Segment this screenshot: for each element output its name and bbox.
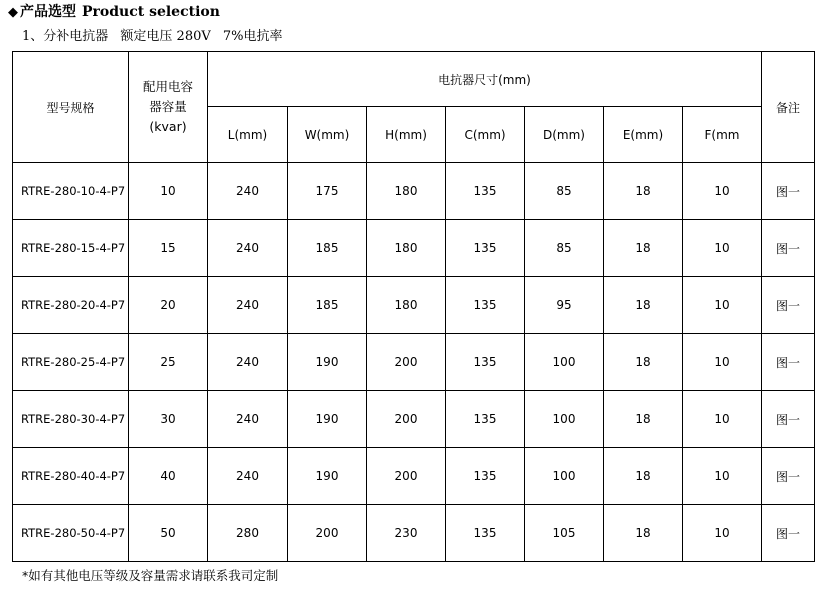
- table-row: [13, 220, 815, 277]
- table-row: [13, 277, 815, 334]
- table-body: [13, 163, 815, 562]
- cell-remark: 图一: [762, 334, 815, 391]
- cell-l: 280: [208, 505, 288, 562]
- header-dim-e: E(mm): [604, 107, 683, 163]
- cell-c: 135: [446, 448, 525, 505]
- cell-model: RTRE-280-50-4-P7: [13, 505, 129, 562]
- cell-c: 135: [446, 220, 525, 277]
- cell-e: 18: [604, 391, 683, 448]
- cell-l: 240: [208, 220, 288, 277]
- table-row: [13, 391, 815, 448]
- table-row: [13, 448, 815, 505]
- cell-remark: 图一: [762, 391, 815, 448]
- cell-f: 10: [683, 220, 762, 277]
- cell-w: 190: [288, 391, 367, 448]
- cell-c: 135: [446, 505, 525, 562]
- cell-c: 135: [446, 163, 525, 220]
- cell-f: 10: [683, 334, 762, 391]
- cell-e: 18: [604, 220, 683, 277]
- product-selection-table: [12, 51, 815, 562]
- subheading-index: 1、分补电抗器: [22, 29, 109, 44]
- cell-d: 100: [525, 448, 604, 505]
- subheading-rate: 7%电抗率: [222, 29, 283, 44]
- heading-title-en: Product selection: [82, 4, 220, 20]
- cell-l: 240: [208, 391, 288, 448]
- cell-h: 180: [367, 277, 446, 334]
- diamond-bullet-icon: ◆: [8, 5, 18, 20]
- header-dim-f: F(mm: [683, 107, 762, 163]
- cell-remark: 图一: [762, 448, 815, 505]
- subheading-voltage: 额定电压 280V: [120, 29, 211, 44]
- cell-f: 10: [683, 448, 762, 505]
- cell-h: 200: [367, 334, 446, 391]
- cell-f: 10: [683, 391, 762, 448]
- cell-l: 240: [208, 277, 288, 334]
- header-capacity: [129, 52, 208, 163]
- cell-l: 240: [208, 163, 288, 220]
- cell-w: 200: [288, 505, 367, 562]
- cell-c: 135: [446, 277, 525, 334]
- header-dim-w: W(mm): [288, 107, 367, 163]
- cell-e: 18: [604, 277, 683, 334]
- cell-capacity: 20: [129, 277, 208, 334]
- cell-model: RTRE-280-20-4-P7: [13, 277, 129, 334]
- cell-h: 180: [367, 220, 446, 277]
- header-dim-d: D(mm): [525, 107, 604, 163]
- cell-h: 230: [367, 505, 446, 562]
- cell-remark: 图一: [762, 505, 815, 562]
- cell-d: 105: [525, 505, 604, 562]
- cell-f: 10: [683, 505, 762, 562]
- cell-e: 18: [604, 334, 683, 391]
- header-dim-l: L(mm): [208, 107, 288, 163]
- subheading: [22, 28, 291, 46]
- cell-d: 85: [525, 163, 604, 220]
- cell-capacity: 10: [129, 163, 208, 220]
- section-heading: [8, 2, 220, 23]
- cell-d: 85: [525, 220, 604, 277]
- cell-capacity: 25: [129, 334, 208, 391]
- cell-l: 240: [208, 334, 288, 391]
- header-remark: 备注: [762, 52, 815, 163]
- cell-f: 10: [683, 277, 762, 334]
- heading-title-cn: 产品选型: [20, 4, 76, 20]
- header-dim-h: H(mm): [367, 107, 446, 163]
- header-dimensions: 电抗器尺寸(mm): [208, 52, 762, 107]
- cell-model: RTRE-280-40-4-P7: [13, 448, 129, 505]
- cell-w: 185: [288, 277, 367, 334]
- cell-c: 135: [446, 391, 525, 448]
- footnote: *如有其他电压等级及容量需求请联系我司定制: [22, 568, 279, 583]
- cell-d: 100: [525, 334, 604, 391]
- cell-remark: 图一: [762, 220, 815, 277]
- cell-e: 18: [604, 448, 683, 505]
- cell-w: 190: [288, 334, 367, 391]
- cell-h: 180: [367, 163, 446, 220]
- cell-capacity: 30: [129, 391, 208, 448]
- cell-model: RTRE-280-15-4-P7: [13, 220, 129, 277]
- cell-capacity: 40: [129, 448, 208, 505]
- header-dim-c: C(mm): [446, 107, 525, 163]
- cell-l: 240: [208, 448, 288, 505]
- cell-h: 200: [367, 391, 446, 448]
- cell-d: 100: [525, 391, 604, 448]
- cell-w: 185: [288, 220, 367, 277]
- cell-h: 200: [367, 448, 446, 505]
- cell-e: 18: [604, 505, 683, 562]
- cell-remark: 图一: [762, 277, 815, 334]
- cell-d: 95: [525, 277, 604, 334]
- cell-capacity: 15: [129, 220, 208, 277]
- table-row: [13, 163, 815, 220]
- cell-model: RTRE-280-10-4-P7: [13, 163, 129, 220]
- cell-f: 10: [683, 163, 762, 220]
- cell-w: 175: [288, 163, 367, 220]
- cell-w: 190: [288, 448, 367, 505]
- table-row: [13, 505, 815, 562]
- table-row: [13, 334, 815, 391]
- header-capacity-line: (kvar): [149, 119, 187, 134]
- cell-model: RTRE-280-25-4-P7: [13, 334, 129, 391]
- header-capacity-line: 配用电容: [142, 79, 193, 94]
- header-capacity-line: 器容量: [149, 99, 187, 114]
- cell-capacity: 50: [129, 505, 208, 562]
- cell-e: 18: [604, 163, 683, 220]
- cell-remark: 图一: [762, 163, 815, 220]
- header-model: 型号规格: [13, 52, 129, 163]
- cell-c: 135: [446, 334, 525, 391]
- cell-model: RTRE-280-30-4-P7: [13, 391, 129, 448]
